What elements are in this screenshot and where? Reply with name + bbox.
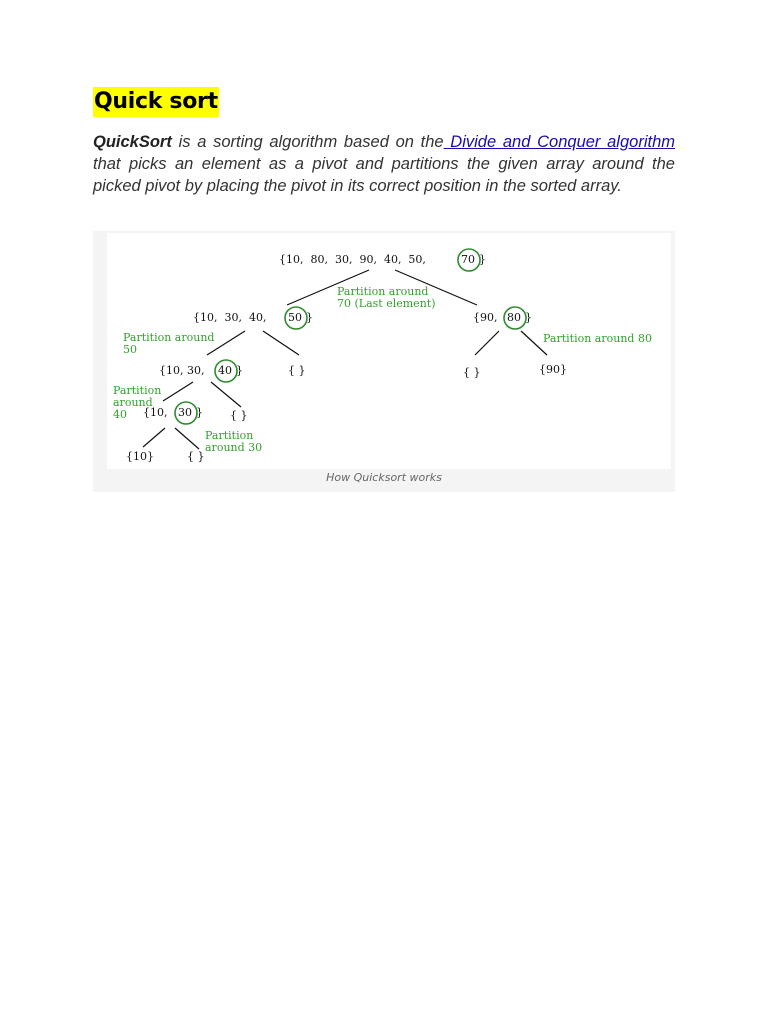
text-after-link: that picks an element as a pivot and partitions the given array around the picked pivot by placing the pivot in its correct position in the sorted array. bbox=[93, 155, 675, 195]
pivot-40: 40 bbox=[218, 364, 232, 377]
text-before-link: is a sorting algorithm based on the bbox=[171, 133, 444, 151]
page-heading: Quick sort bbox=[93, 87, 219, 117]
pivot-70: 70 bbox=[461, 253, 475, 266]
left2-node: {10, 30, bbox=[159, 364, 208, 377]
pivot-30: 30 bbox=[178, 406, 192, 419]
label-p80: Partition around 80 bbox=[543, 332, 652, 345]
pivot-80: 80 bbox=[507, 311, 521, 324]
root-node: {10, 80, 30, 90, 40, 50, bbox=[279, 253, 430, 266]
label-p70-line2: 70 (Last element) bbox=[337, 297, 436, 310]
left2-brace: } bbox=[236, 364, 243, 377]
empty-set-a: { } bbox=[288, 364, 306, 377]
label-p40-line3: 40 bbox=[113, 408, 127, 421]
right1-brace: } bbox=[525, 311, 532, 324]
figure-caption: How Quicksort works bbox=[326, 471, 442, 484]
label-p70-line1: Partition around bbox=[337, 285, 429, 298]
leaf-10: {10} bbox=[126, 450, 154, 463]
left1-brace: } bbox=[306, 311, 313, 324]
right1-node: {90, bbox=[473, 311, 501, 324]
left3-node: {10, bbox=[143, 406, 171, 419]
quicksort-term: QuickSort bbox=[93, 133, 172, 151]
intro-paragraph bbox=[93, 131, 675, 197]
empty-set-c: { } bbox=[230, 409, 248, 422]
left1-node: {10, 30, 40, bbox=[193, 311, 270, 324]
empty-set-b: { } bbox=[463, 366, 481, 379]
pivot-50: 50 bbox=[288, 311, 302, 324]
left3-brace: } bbox=[196, 406, 203, 419]
leaf-90: {90} bbox=[539, 363, 567, 376]
empty-set-d: { } bbox=[187, 450, 205, 463]
root-brace: } bbox=[479, 253, 486, 266]
label-p50-line2: 50 bbox=[123, 343, 137, 356]
label-p50-line1: Partition around bbox=[123, 331, 215, 344]
label-p40-line2: around bbox=[113, 396, 153, 409]
label-p30-line2: around 30 bbox=[205, 441, 263, 454]
quicksort-diagram bbox=[107, 233, 671, 469]
divide-and-conquer-link[interactable]: Divide and Conquer algorithm bbox=[443, 133, 675, 151]
label-p40-line1: Partition bbox=[113, 384, 162, 397]
label-p30-line1: Partition bbox=[205, 429, 254, 442]
quicksort-figure bbox=[93, 231, 675, 492]
